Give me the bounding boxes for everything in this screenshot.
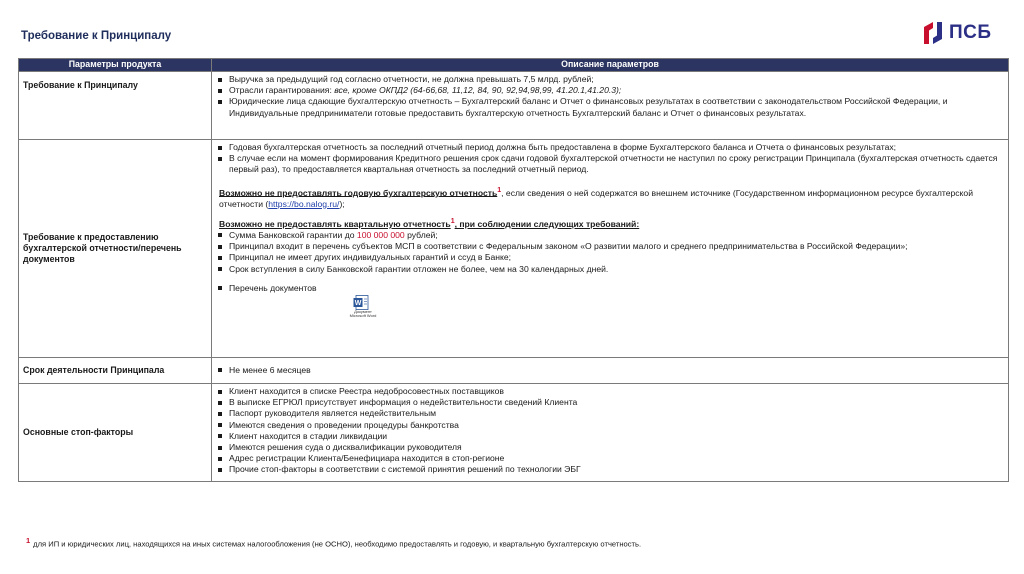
doc-icon-caption-2: Microsoft Word	[349, 313, 377, 319]
list-item: В выписке ЕГРЮЛ присутствует информация о недействительности сведений Клиента	[215, 397, 1005, 408]
guarantee-amount: 100 000 000	[356, 229, 405, 240]
list-item: Адрес регистрации Клиента/Бенефициара находится в стоп-регионе	[215, 453, 1005, 464]
psb-logo-icon	[921, 21, 945, 45]
quarter-exemption-note	[215, 216, 1005, 230]
footnote-text: для ИП и юридических лиц, находящихся на иных системах налогообложения (не ОСНО), необходимо предоставлять и годовую, и квартальную бухгалтерскую отчетность.	[33, 539, 642, 549]
annual-exemption-end: );	[339, 198, 345, 209]
table-header-row	[19, 59, 1009, 72]
annual-exemption-note	[215, 185, 1005, 210]
row-description-stop-factors	[212, 384, 1009, 482]
svg-text:W: W	[354, 300, 362, 308]
row-label-reporting: Требование к предоставлению бухгалтерской отчетности/перечень документов	[19, 140, 212, 358]
industries-label: Отрасли гарантирования:	[229, 85, 335, 96]
column-header-parameters: Параметры продукта	[19, 59, 212, 72]
annual-exemption-bold: Возможно не предоставлять годовую бухгалтерскую отчетность	[219, 187, 498, 198]
list-item: Срок вступления в силу Банковской гарантии отложен не более, чем на 30 календарных дней.	[215, 264, 1005, 275]
annual-exemption-text: , если сведения о ней содержатся во внешнем источнике (Государственном информационном ресурсе бухгалтерской отчетности (	[219, 187, 973, 209]
column-header-description: Описание параметров	[212, 59, 1009, 72]
row-description-principal	[212, 72, 1009, 140]
word-document-icon	[353, 295, 373, 310]
list-item: Не менее 6 месяцев	[215, 365, 1005, 376]
row-label-activity-term: Срок деятельности Принципала	[19, 358, 212, 384]
logo-text: ПСБ	[949, 22, 992, 43]
list-item: Паспорт руководителя является недействительным	[215, 408, 1005, 419]
table-row	[19, 72, 1009, 140]
list-item: Клиент находится в списке Реестра недобросовестных поставщиков	[215, 386, 1005, 397]
list-item: В случае если на момент формирования Кредитного решения срок сдачи годовой бухгалтерской отчетности не наступил по сроку регистрации Принципала (бухгалтерская отчетность сдается первый раз), то предоставляется квартальная отчетность за последний отчетный период.	[215, 153, 1005, 175]
list-item: Перечень документов	[215, 283, 1005, 294]
footnote	[26, 536, 641, 549]
guarantee-prefix: Сумма Банковской гарантии до	[229, 229, 357, 240]
footnote-mark: 1	[450, 217, 455, 225]
list-item: Выручка за предыдущий год согласно отчетности, не должна превышать 7,5 млрд. рублей;	[215, 74, 1005, 85]
list-item: Годовая бухгалтерская отчетность за последний отчетный период должна быть предоставлена в форме Бухгалтерского баланса и Отчета о финансовых результатах;	[215, 142, 1005, 153]
list-item: Прочие стоп-факторы в соответствии с системой принятия решений по технологии ЭБГ	[215, 464, 1005, 475]
table-row	[19, 384, 1009, 482]
list-item: Принципал не имеет других индивидуальных гарантий и ссуд в Банке;	[215, 252, 1005, 263]
table-row	[19, 358, 1009, 384]
quarter-exemption-text: , при соблюдении следующих требований:	[454, 218, 640, 229]
guarantee-suffix: рублей;	[404, 229, 438, 240]
list-item: Юридические лица сдающие бухгалтерскую отчетность – Бухгалтерский баланс и Отчет о финансовых результатах в соответствии с законодательством Российской Федерации, и Индивидуальные предприниматели готовые предоставить бухгалтерскую отчетность Бухгалтерский баланс и Отчет о финансовых результатах.	[215, 96, 1005, 118]
doc-icon-caption-1: Документ	[354, 308, 372, 314]
quarter-exemption-bold: Возможно не предоставлять квартальную отчетность	[219, 218, 451, 229]
list-item	[215, 85, 1005, 96]
industries-value: все, кроме ОКПД2 (64-66,68, 11,12, 84, 90, 92,94,98,99, 41.20.1,41.20.3);	[334, 85, 622, 96]
parameters-table	[18, 58, 1009, 482]
nalog-link[interactable]: https://bo.nalog.ru/	[268, 198, 340, 209]
list-item: Принципал входит в перечень субъектов МСП в соответствии с Федеральным законом «О развитии малого и среднего предпринимательства в Российской Федерации»;	[215, 241, 1005, 252]
row-label-principal: Требование к Принципалу	[19, 72, 212, 140]
page-title: Требование к Принципалу	[21, 30, 172, 42]
list-item: Имеются сведения о проведении процедуры банкротства	[215, 420, 1005, 431]
footnote-mark: 1	[497, 186, 502, 194]
row-description-activity-term	[212, 358, 1009, 384]
table-row	[19, 140, 1009, 358]
psb-logo	[921, 21, 992, 45]
list-item: Клиент находится в стадии ликвидации	[215, 431, 1005, 442]
row-description-reporting	[212, 140, 1009, 358]
row-label-stop-factors: Основные стоп-факторы	[19, 384, 212, 482]
list-item	[215, 230, 1005, 241]
footnote-number: 1	[26, 536, 31, 545]
word-document-attachment[interactable]	[343, 295, 383, 319]
list-item: Имеются решения суда о дисквалификации руководителя	[215, 442, 1005, 453]
